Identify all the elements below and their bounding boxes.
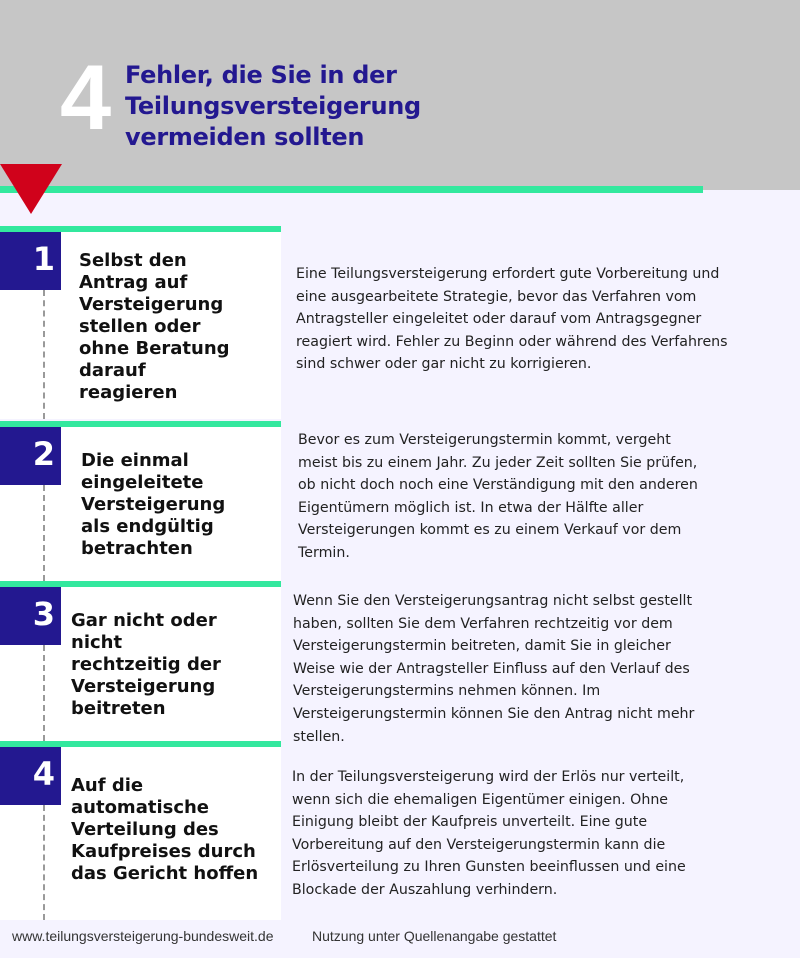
description-line: Wenn Sie den Versteigerungsantrag nicht selbst gestellt <box>293 593 693 609</box>
mistake-heading <box>79 250 269 404</box>
header-banner <box>0 0 800 190</box>
heading-line: Auf die <box>71 775 144 796</box>
dashed-connector <box>43 805 45 920</box>
description-line: ob nicht doch noch eine Verständigung mit den anderen <box>298 477 698 494</box>
mistake-description-4 <box>292 766 772 902</box>
description-line: Erlösverteilung zu Ihren Gunsten beeinflussen und eine <box>292 859 686 876</box>
description-line: Bevor es zum Versteigerungstermin kommt, vergeht <box>298 432 671 448</box>
description-line: Eine Teilungsversteigerung erfordert gute Vorbereitung und <box>296 266 720 282</box>
description-line: In der Teilungsversteigerung wird der Erlös nur verteilt, <box>292 769 685 785</box>
title-line: Teilungsversteigerung <box>125 92 421 120</box>
heading-line: automatische <box>71 797 210 818</box>
header-divider <box>0 186 703 193</box>
heading-line: nicht <box>71 632 123 653</box>
mistake-description-2 <box>298 429 778 565</box>
description-line: meist bis zu einem Jahr. Zu jeder Zeit sollten Sie prüfen, <box>298 454 698 471</box>
number-label: 4 <box>32 755 55 793</box>
header-number: 4 <box>60 47 110 149</box>
heading-line: Gar nicht oder <box>71 610 217 631</box>
heading-line: Kaufpreises durch <box>71 841 256 862</box>
description-line: Versteigerungen kommt es zu einem Verkauf vor dem <box>298 522 682 539</box>
description-line: Blockade der Auszahlung verhindern. <box>292 881 558 898</box>
heading-line: Selbst den <box>79 250 187 271</box>
mistake-card-3 <box>0 581 281 741</box>
mistake-card-2 <box>0 421 281 581</box>
description-line: eine ausgearbeitete Strategie, bevor das Verfahren vom <box>296 288 697 305</box>
number-badge <box>0 232 61 290</box>
description-line: Antragsteller eingeleitet oder darauf vom Antragsgegner <box>296 311 702 328</box>
description-line: Eigentümern möglich ist. In etwa der Hälfte aller <box>298 499 644 516</box>
heading-line: Verteilung des <box>71 819 219 840</box>
description-line: Versteigerungstermins nehmen können. Im <box>293 683 601 700</box>
mistake-heading <box>81 450 271 560</box>
number-label: 1 <box>32 240 55 278</box>
heading-line: reagieren <box>79 382 178 403</box>
mistake-card-1 <box>0 226 281 419</box>
title-line: vermeiden sollten <box>125 123 365 151</box>
title-line: Fehler, die Sie in der <box>125 61 397 89</box>
heading-line: Versteigerung <box>71 676 216 697</box>
dashed-connector <box>43 290 45 419</box>
number-label: 2 <box>32 435 55 473</box>
heading-line: stellen oder <box>79 316 201 337</box>
description-line: Weise wie der Antragsteller Einfluss auf den Verlauf des <box>293 660 690 677</box>
heading-line: als endgültig <box>81 516 214 537</box>
description-line: haben, sollten Sie dem Verfahren rechtzeitig vor dem <box>293 615 673 632</box>
heading-line: rechtzeitig der <box>71 654 221 675</box>
number-badge <box>0 747 61 805</box>
heading-line: das Gericht hoffen <box>71 863 259 884</box>
number-badge <box>0 427 61 485</box>
description-line: Versteigerungstermin können Sie den Antrag nicht mehr <box>293 705 695 722</box>
description-line: Vorbereitung auf den Versteigerungstermin kann die <box>292 836 666 853</box>
heading-line: darauf <box>79 360 146 381</box>
footer <box>0 920 800 958</box>
dashed-connector <box>43 645 45 741</box>
heading-line: Die einmal <box>81 450 189 471</box>
mistake-description-1 <box>296 263 776 376</box>
page-title <box>125 60 465 153</box>
heading-line: betrachten <box>81 538 193 559</box>
mistake-card-4 <box>0 741 281 920</box>
heading-line: ohne Beratung <box>79 338 230 359</box>
description-line: stellen. <box>293 728 345 745</box>
number-badge <box>0 587 61 645</box>
heading-line: eingeleitete <box>81 472 204 493</box>
description-line: sind schwer oder gar nicht zu korrigieren. <box>296 356 592 373</box>
website-link[interactable]: www.teilungsversteigerung-bundesweit.de <box>12 928 274 944</box>
description-line: reagiert wird. Fehler zu Beginn oder während des Verfahrens <box>296 333 728 350</box>
heading-line: Versteigerung <box>79 294 224 315</box>
number-label: 3 <box>32 595 55 633</box>
mistake-description-3 <box>293 590 773 748</box>
usage-note: Nutzung unter Quellenangabe gestattet <box>312 928 557 944</box>
dashed-connector <box>43 485 45 581</box>
description-line: Versteigerungstermin beitreten, damit Sie in gleicher <box>293 638 671 655</box>
down-triangle-icon <box>0 164 62 214</box>
heading-line: Versteigerung <box>81 494 226 515</box>
mistake-heading <box>71 610 261 720</box>
heading-line: beitreten <box>71 698 166 719</box>
mistake-heading <box>71 775 261 885</box>
heading-line: Antrag auf <box>79 272 188 293</box>
description-line: wenn sich die ehemaligen Eigentümer einigen. Ohne <box>292 791 669 808</box>
description-line: Einigung bleibt der Kaufpreis unverteilt. Eine gute <box>292 814 648 831</box>
description-line: Termin. <box>298 544 350 561</box>
